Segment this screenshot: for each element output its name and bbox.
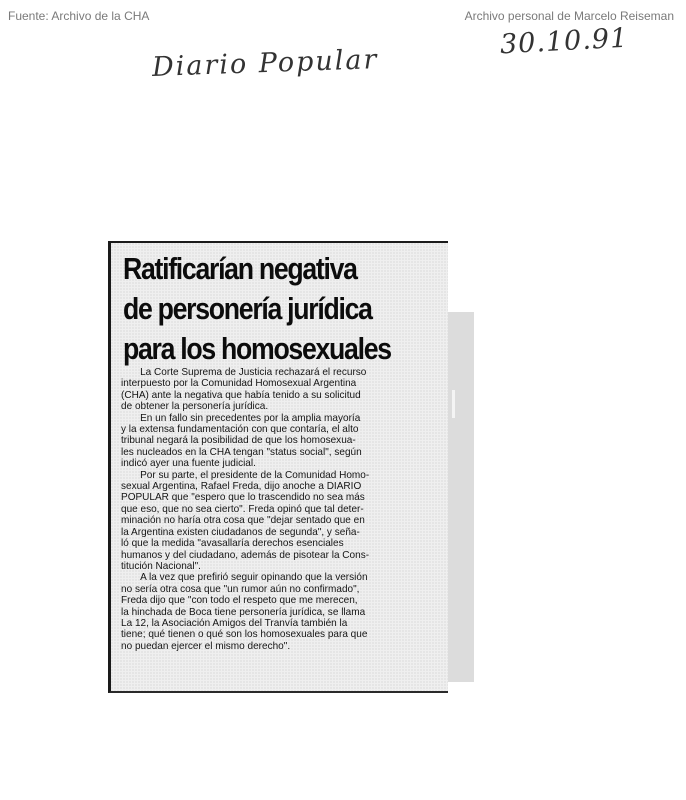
article-body: [121, 367, 436, 652]
source-credit-left: Fuente: Archivo de la CHA: [8, 9, 150, 23]
headline-line: de personería jurídica: [123, 291, 372, 326]
body-line: la hinchada de Boca tiene personería jurídica, se llama: [121, 605, 366, 618]
body-line: les nucleados en la CHA tengan "status social", según: [121, 445, 362, 458]
body-line: Freda dijo que "con todo el respeto que me merecen,: [121, 594, 358, 607]
scan-artifact: [452, 390, 455, 418]
handwritten-date: 30.10.91: [499, 22, 629, 61]
body-line: sexual Argentina, Rafael Freda, dijo anoche a DIARIO: [121, 480, 362, 493]
body-line: tribunal negará la posibilidad de que los homosexua-: [121, 434, 356, 447]
body-line: que eso, que no sea cierto". Freda opinó que tal deter-: [121, 502, 364, 515]
scan-shadow: [448, 312, 474, 682]
body-line: no sería otra cosa que "un rumor aún no confirmado",: [121, 582, 360, 595]
body-line: La 12, la Asociación Amigos del Tranvía también la: [121, 616, 348, 629]
body-line: y la extensa fundamentación con que contaría, el alto: [121, 423, 359, 436]
body-line: no puedan ejercer el mismo derecho".: [121, 639, 291, 652]
body-line: A la vez que prefirió seguir opinando que la versión: [140, 571, 368, 584]
body-line: Por su parte, el presidente de la Comunidad Homo-: [140, 468, 370, 481]
body-line: interpuesto por la Comunidad Homosexual Argentina: [121, 377, 357, 390]
source-credit-right: Archivo personal de Marcelo Reiseman: [464, 9, 674, 23]
body-line: POPULAR que "espero que lo trascendido no sea más: [121, 491, 365, 504]
newspaper-clipping: [108, 241, 448, 693]
body-line: ló que la medida "avasallaría derechos esenciales: [121, 537, 344, 550]
body-line: indicó ayer una fuente judicial.: [121, 457, 256, 470]
article-headline: [123, 249, 398, 369]
headline-line: para los homosexuales: [123, 331, 391, 366]
body-line: titución Nacional".: [121, 559, 201, 572]
headline-line: Ratificarían negativa: [123, 251, 357, 286]
body-line: humanos y del ciudadano, además de pisotear la Cons-: [121, 548, 370, 561]
body-line: la Argentina existen ciudadanos de segunda", y seña-: [121, 525, 360, 538]
body-line: La Corte Suprema de Justicia rechazará el recurso: [140, 366, 367, 378]
handwritten-newspaper-name: Diario Popular: [151, 44, 379, 83]
body-line: En un fallo sin precedentes por la amplia mayoría: [140, 411, 361, 424]
body-line: minación no haría otra cosa que "dejar sentado que en: [121, 514, 365, 527]
body-line: de obtener la personería jurídica.: [121, 400, 269, 413]
body-line: (CHA) ante la negativa que había tenido a su solicitud: [121, 388, 361, 401]
body-line: tiene; qué tienen o qué son los homosexuales para que: [121, 628, 368, 641]
